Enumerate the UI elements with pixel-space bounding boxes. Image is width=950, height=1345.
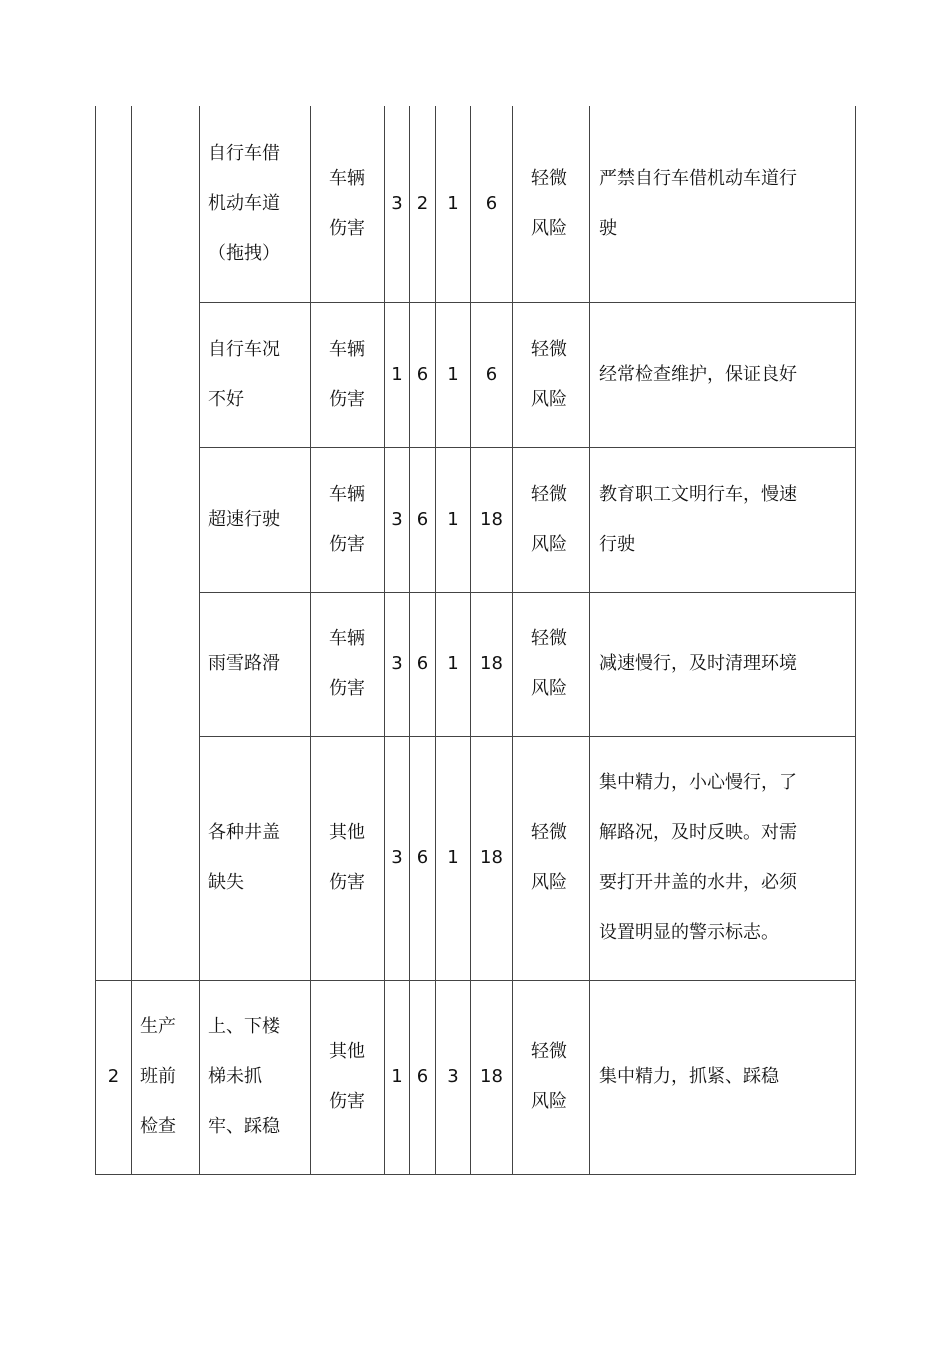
d-value-cell: 18 xyxy=(471,736,513,980)
hazard-cell: 各种井盖 缺失 xyxy=(200,736,311,980)
risk-level-cell: 轻微 风险 xyxy=(513,736,590,980)
table-row xyxy=(96,980,856,1174)
row-number-cell: 2 xyxy=(96,980,132,1174)
e-value-cell: 2 xyxy=(410,106,436,302)
measure-cell: 教育职工文明行车，慢速 行驶 xyxy=(590,447,856,592)
d-value-cell: 6 xyxy=(471,302,513,447)
table-row xyxy=(96,447,856,592)
measure-cell: 经常检查维护，保证良好 xyxy=(590,302,856,447)
risk-level-cell: 轻微 风险 xyxy=(513,592,590,736)
category-cell: 其他 伤害 xyxy=(311,980,385,1174)
c-value-cell: 1 xyxy=(436,447,471,592)
hazard-cell: 雨雪路滑 xyxy=(200,592,311,736)
d-value-cell: 18 xyxy=(471,447,513,592)
category-cell: 车辆 伤害 xyxy=(311,592,385,736)
e-value-cell: 6 xyxy=(410,447,436,592)
c-value-cell: 1 xyxy=(436,592,471,736)
risk-level-cell: 轻微 风险 xyxy=(513,106,590,302)
l-value-cell: 1 xyxy=(385,980,410,1174)
c-value-cell: 1 xyxy=(436,302,471,447)
e-value-cell: 6 xyxy=(410,592,436,736)
c-value-cell: 1 xyxy=(436,106,471,302)
hazard-cell: 超速行驶 xyxy=(200,447,311,592)
c-value-cell: 3 xyxy=(436,980,471,1174)
hazard-cell: 自行车况 不好 xyxy=(200,302,311,447)
hazard-cell: 自行车借 机动车道 （拖拽） xyxy=(200,106,311,302)
d-value-cell: 18 xyxy=(471,980,513,1174)
category-cell: 车辆 伤害 xyxy=(311,106,385,302)
measure-cell: 减速慢行，及时清理环境 xyxy=(590,592,856,736)
d-value-cell: 18 xyxy=(471,592,513,736)
measure-cell: 集中精力，小心慢行，了 解路况，及时反映。对需 要打开井盖的水井，必须 设置明显的警示标志。 xyxy=(590,736,856,980)
d-value-cell: 6 xyxy=(471,106,513,302)
risk-assessment-table xyxy=(95,106,856,1175)
row-number-cell xyxy=(96,106,132,980)
l-value-cell: 3 xyxy=(385,106,410,302)
table-row xyxy=(96,302,856,447)
e-value-cell: 6 xyxy=(410,736,436,980)
e-value-cell: 6 xyxy=(410,302,436,447)
l-value-cell: 3 xyxy=(385,592,410,736)
l-value-cell: 3 xyxy=(385,447,410,592)
measure-cell: 集中精力，抓紧、踩稳 xyxy=(590,980,856,1174)
table-row xyxy=(96,736,856,980)
activity-cell: 生产 班前 检查 xyxy=(132,980,200,1174)
category-cell: 车辆 伤害 xyxy=(311,447,385,592)
risk-level-cell: 轻微 风险 xyxy=(513,980,590,1174)
c-value-cell: 1 xyxy=(436,736,471,980)
l-value-cell: 1 xyxy=(385,302,410,447)
hazard-cell: 上、下楼 梯未抓 牢、踩稳 xyxy=(200,980,311,1174)
table-row xyxy=(96,106,856,302)
l-value-cell: 3 xyxy=(385,736,410,980)
category-cell: 其他 伤害 xyxy=(311,736,385,980)
activity-cell xyxy=(132,106,200,980)
risk-level-cell: 轻微 风险 xyxy=(513,447,590,592)
table-row xyxy=(96,592,856,736)
e-value-cell: 6 xyxy=(410,980,436,1174)
category-cell: 车辆 伤害 xyxy=(311,302,385,447)
risk-level-cell: 轻微 风险 xyxy=(513,302,590,447)
measure-cell: 严禁自行车借机动车道行 驶 xyxy=(590,106,856,302)
